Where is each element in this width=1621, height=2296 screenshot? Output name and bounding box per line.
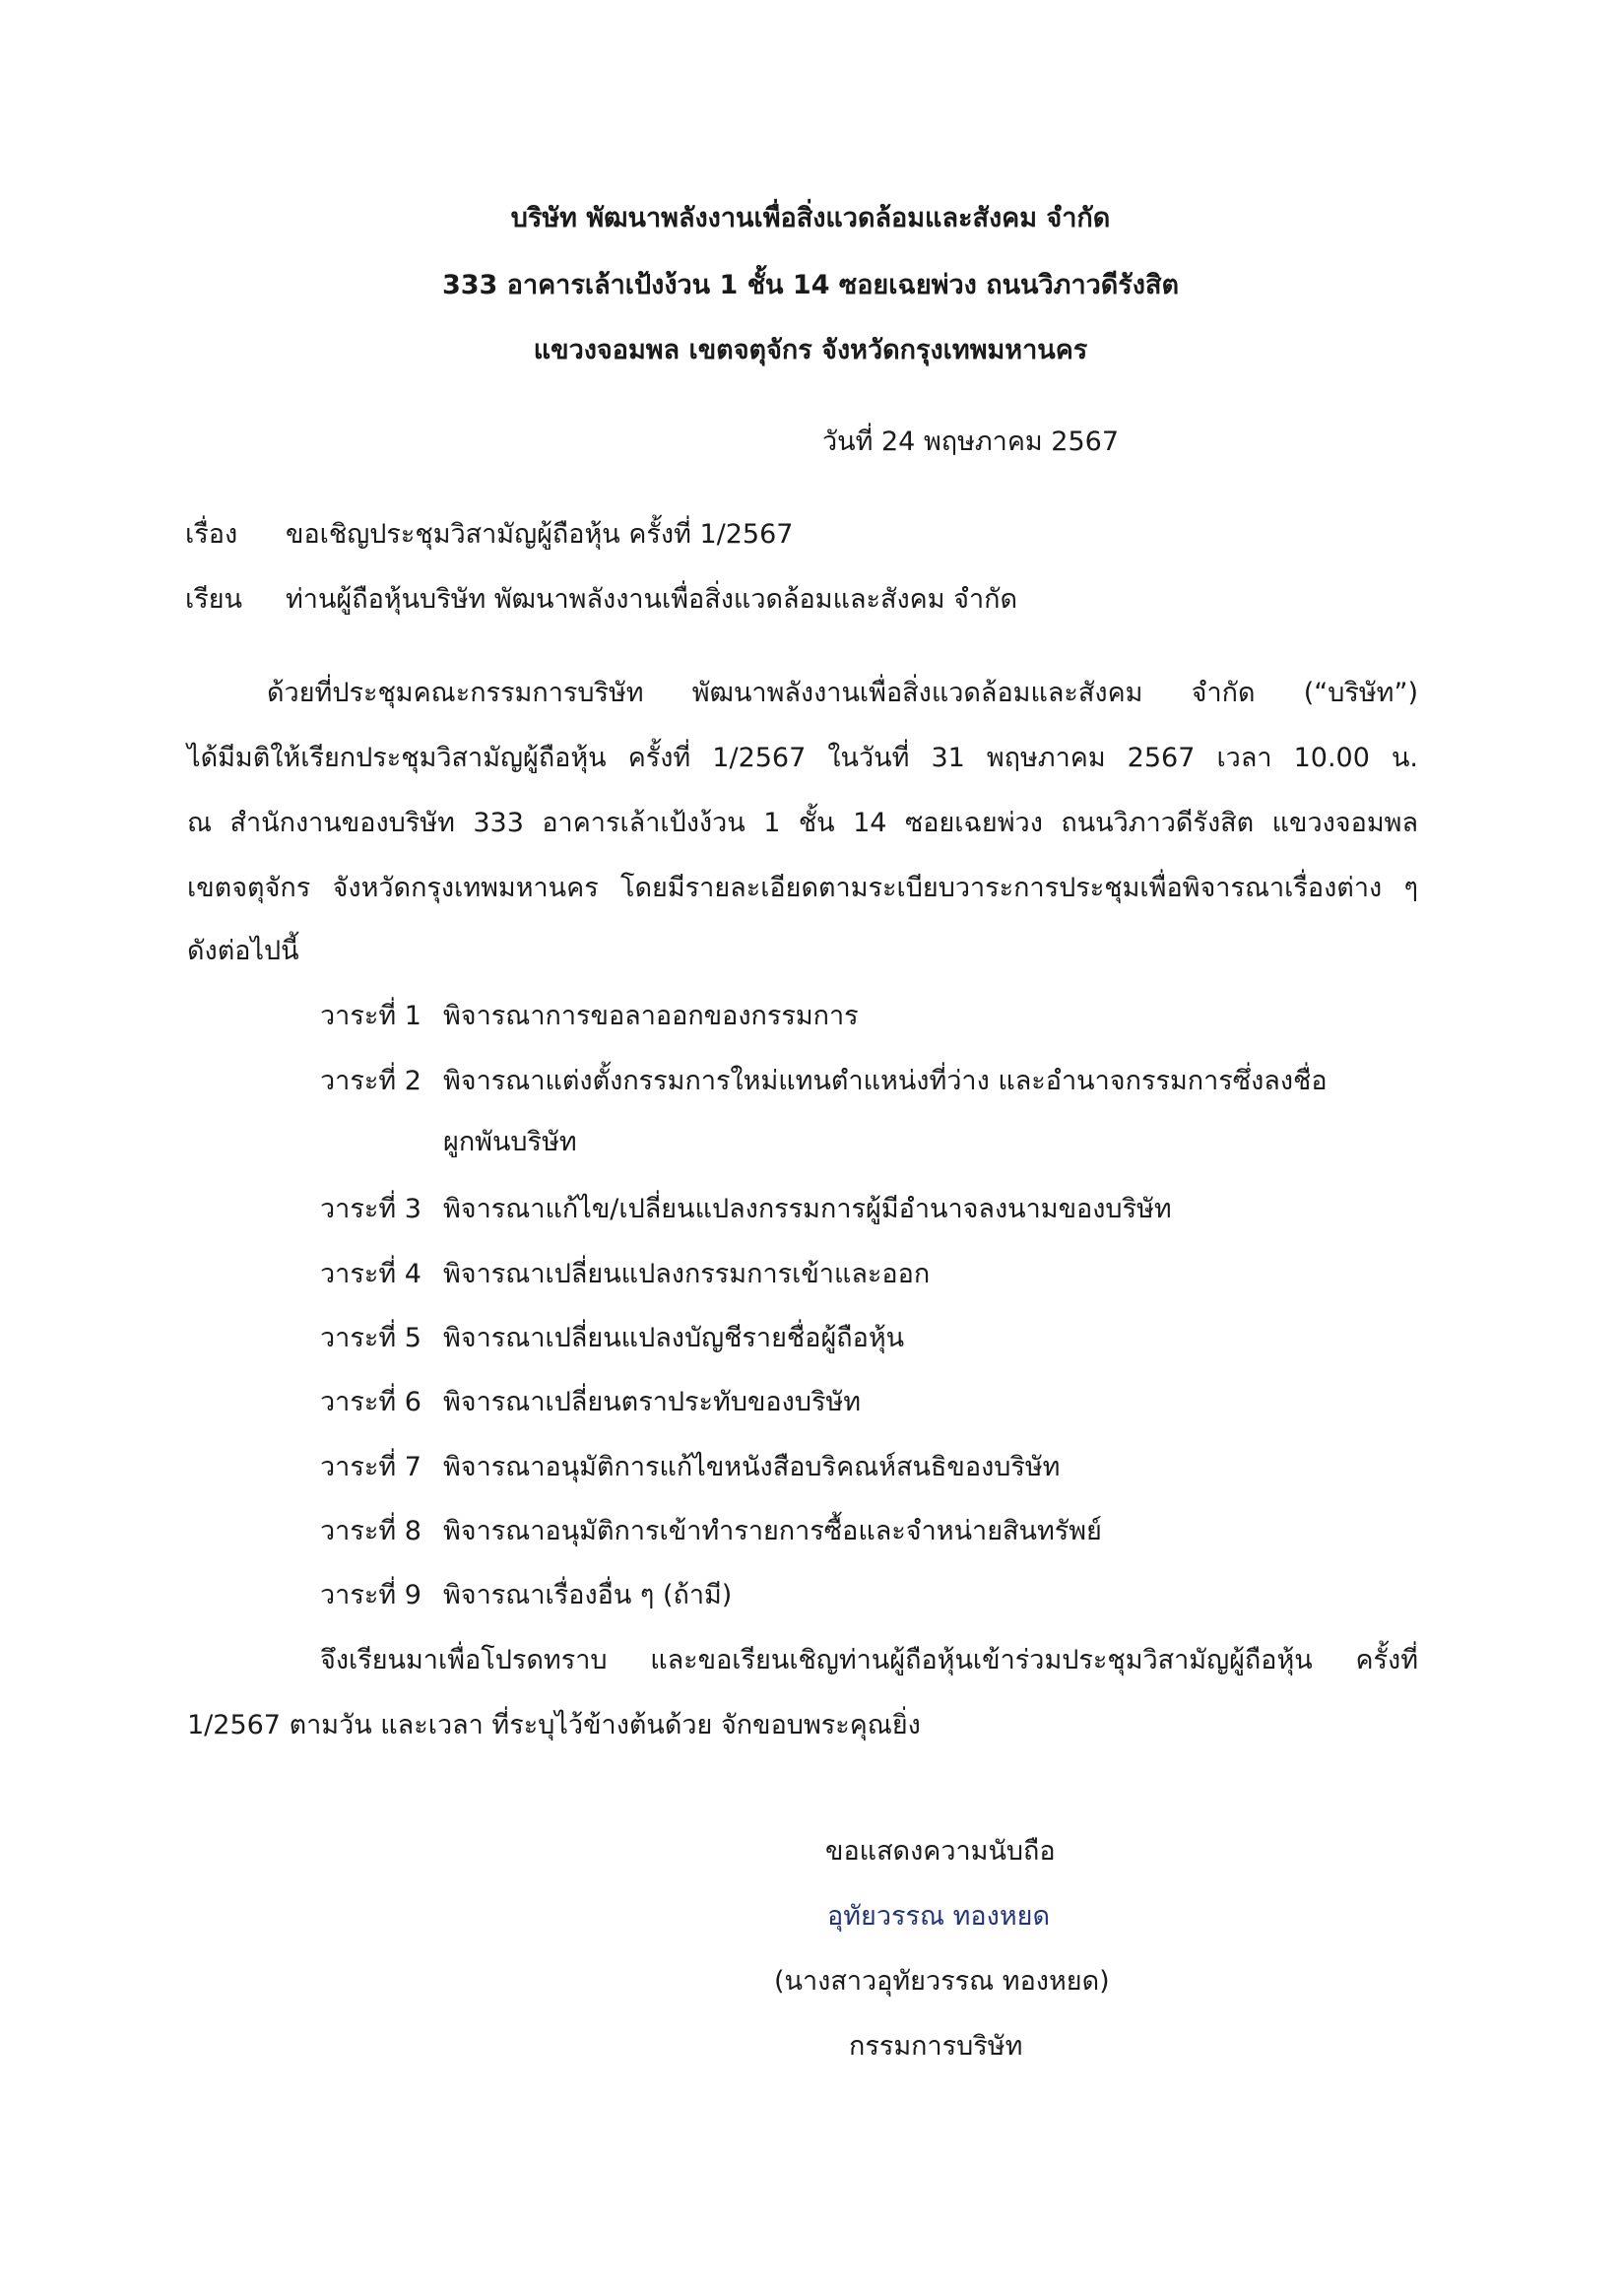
body-line-2: ได้มีมติให้เรียกประชุมวิสามัญผู้ถือหุ้น ครั้งที่ 1/2567 ในวันที่ 31 พฤษภาคม 2567 เวลา 10.00 น. bbox=[187, 743, 1418, 773]
signature-name: อุทัยวรรณ ทองหยด bbox=[827, 1901, 1050, 1932]
closing-line-2: 1/2567 ตามวัน และเวลา ที่ระบุไว้ข้างต้นด้วย จักขอบพระคุณยิ่ง bbox=[187, 1710, 921, 1740]
agenda-text-continued: ผูกพันบริษัท bbox=[443, 1127, 577, 1157]
agenda-number: วาระที่ 2 bbox=[320, 1066, 421, 1096]
company-address-line-2: แขวงจอมพล เขตจตุจักร จังหวัดกรุงเทพมหานคร bbox=[533, 335, 1088, 365]
regards-text: ขอแสดงความนับถือ bbox=[825, 1836, 1056, 1867]
agenda-text: พิจารณาเปลี่ยนแปลงกรรมการเข้าและออก bbox=[443, 1259, 931, 1289]
agenda-text: พิจารณาเปลี่ยนตราประทับของบริษัท bbox=[443, 1387, 862, 1417]
agenda-text: พิจารณาอนุมัติการเข้าทำรายการซื้อและจำหน่ายสินทรัพย์ bbox=[443, 1516, 1102, 1546]
recipient-text: ท่านผู้ถือหุ้นบริษัท พัฒนาพลังงานเพื่อสิ่งแวดล้อมและสังคม จำกัด bbox=[286, 584, 1017, 615]
agenda-text: พิจารณาอนุมัติการแก้ไขหนังสือบริคณห์สนธิของบริษัท bbox=[443, 1452, 1061, 1482]
recipient-label: เรียน bbox=[185, 584, 243, 615]
agenda-number: วาระที่ 6 bbox=[320, 1387, 421, 1417]
agenda-number: วาระที่ 5 bbox=[320, 1323, 421, 1353]
agenda-text: พิจารณาการขอลาออกของกรรมการ bbox=[443, 1001, 859, 1031]
subject-text: ขอเชิญประชุมวิสามัญผู้ถือหุ้น ครั้งที่ 1/2567 bbox=[286, 519, 794, 550]
signatory-full-name: (นางสาวอุทัยวรรณ ทองหยด) bbox=[774, 1966, 1110, 1997]
agenda-text: พิจารณาเปลี่ยนแปลงบัญชีรายชื่อผู้ถือหุ้น bbox=[443, 1323, 905, 1353]
agenda-text: พิจารณาแก้ไข/เปลี่ยนแปลงกรรมการผู้มีอำนาจลงนามของบริษัท bbox=[443, 1194, 1172, 1224]
body-line-4: เขตจตุจักร จังหวัดกรุงเทพมหานคร โดยมีรายละเอียดตามระเบียบวาระการประชุมเพื่อพิจารณาเรื่องต่าง ๆ bbox=[187, 873, 1418, 903]
agenda-number: วาระที่ 8 bbox=[320, 1516, 421, 1546]
body-line-1: ด้วยที่ประชุมคณะกรรมการบริษัท พัฒนาพลังงานเพื่อสิ่งแวดล้อมและสังคม จำกัด (“บริษัท”) bbox=[267, 678, 1418, 708]
closing-line-1: จึงเรียนมาเพื่อโปรดทราบ และขอเรียนเชิญท่านผู้ถือหุ้นเข้าร่วมประชุมวิสามัญผู้ถือหุ้น ครั้งที่ bbox=[320, 1645, 1418, 1675]
signatory-position: กรรมการบริษัท bbox=[849, 2031, 1023, 2062]
letter-date: วันที่ 24 พฤษภาคม 2567 bbox=[822, 426, 1119, 457]
agenda-text: พิจารณาแต่งตั้งกรรมการใหม่แทนตำแหน่งที่ว่าง และอำนาจกรรมการซึ่งลงชื่อ bbox=[443, 1066, 1328, 1096]
agenda-number: วาระที่ 7 bbox=[320, 1452, 421, 1482]
agenda-number: วาระที่ 1 bbox=[320, 1001, 421, 1031]
body-line-5: ดังต่อไปนี้ bbox=[187, 936, 299, 966]
agenda-text: พิจารณาเรื่องอื่น ๆ (ถ้ามี) bbox=[443, 1580, 733, 1610]
agenda-number: วาระที่ 9 bbox=[320, 1580, 421, 1610]
company-address-line-1: 333 อาคารเล้าเป้งง้วน 1 ชั้น 14 ซอยเฉยพ่วง ถนนวิภาวดีรังสิต bbox=[441, 270, 1179, 300]
subject-label: เรื่อง bbox=[185, 519, 238, 550]
agenda-number: วาระที่ 4 bbox=[320, 1259, 421, 1289]
agenda-number: วาระที่ 3 bbox=[320, 1194, 421, 1224]
body-line-3: ณ สำนักงานของบริษัท 333 อาคารเล้าเป้งง้วน 1 ชั้น 14 ซอยเฉยพ่วง ถนนวิภาวดีรังสิต แขวงจอมพล bbox=[187, 808, 1418, 838]
company-name: บริษัท พัฒนาพลังงานเพื่อสิ่งแวดล้อมและสังคม จำกัด bbox=[510, 203, 1111, 233]
